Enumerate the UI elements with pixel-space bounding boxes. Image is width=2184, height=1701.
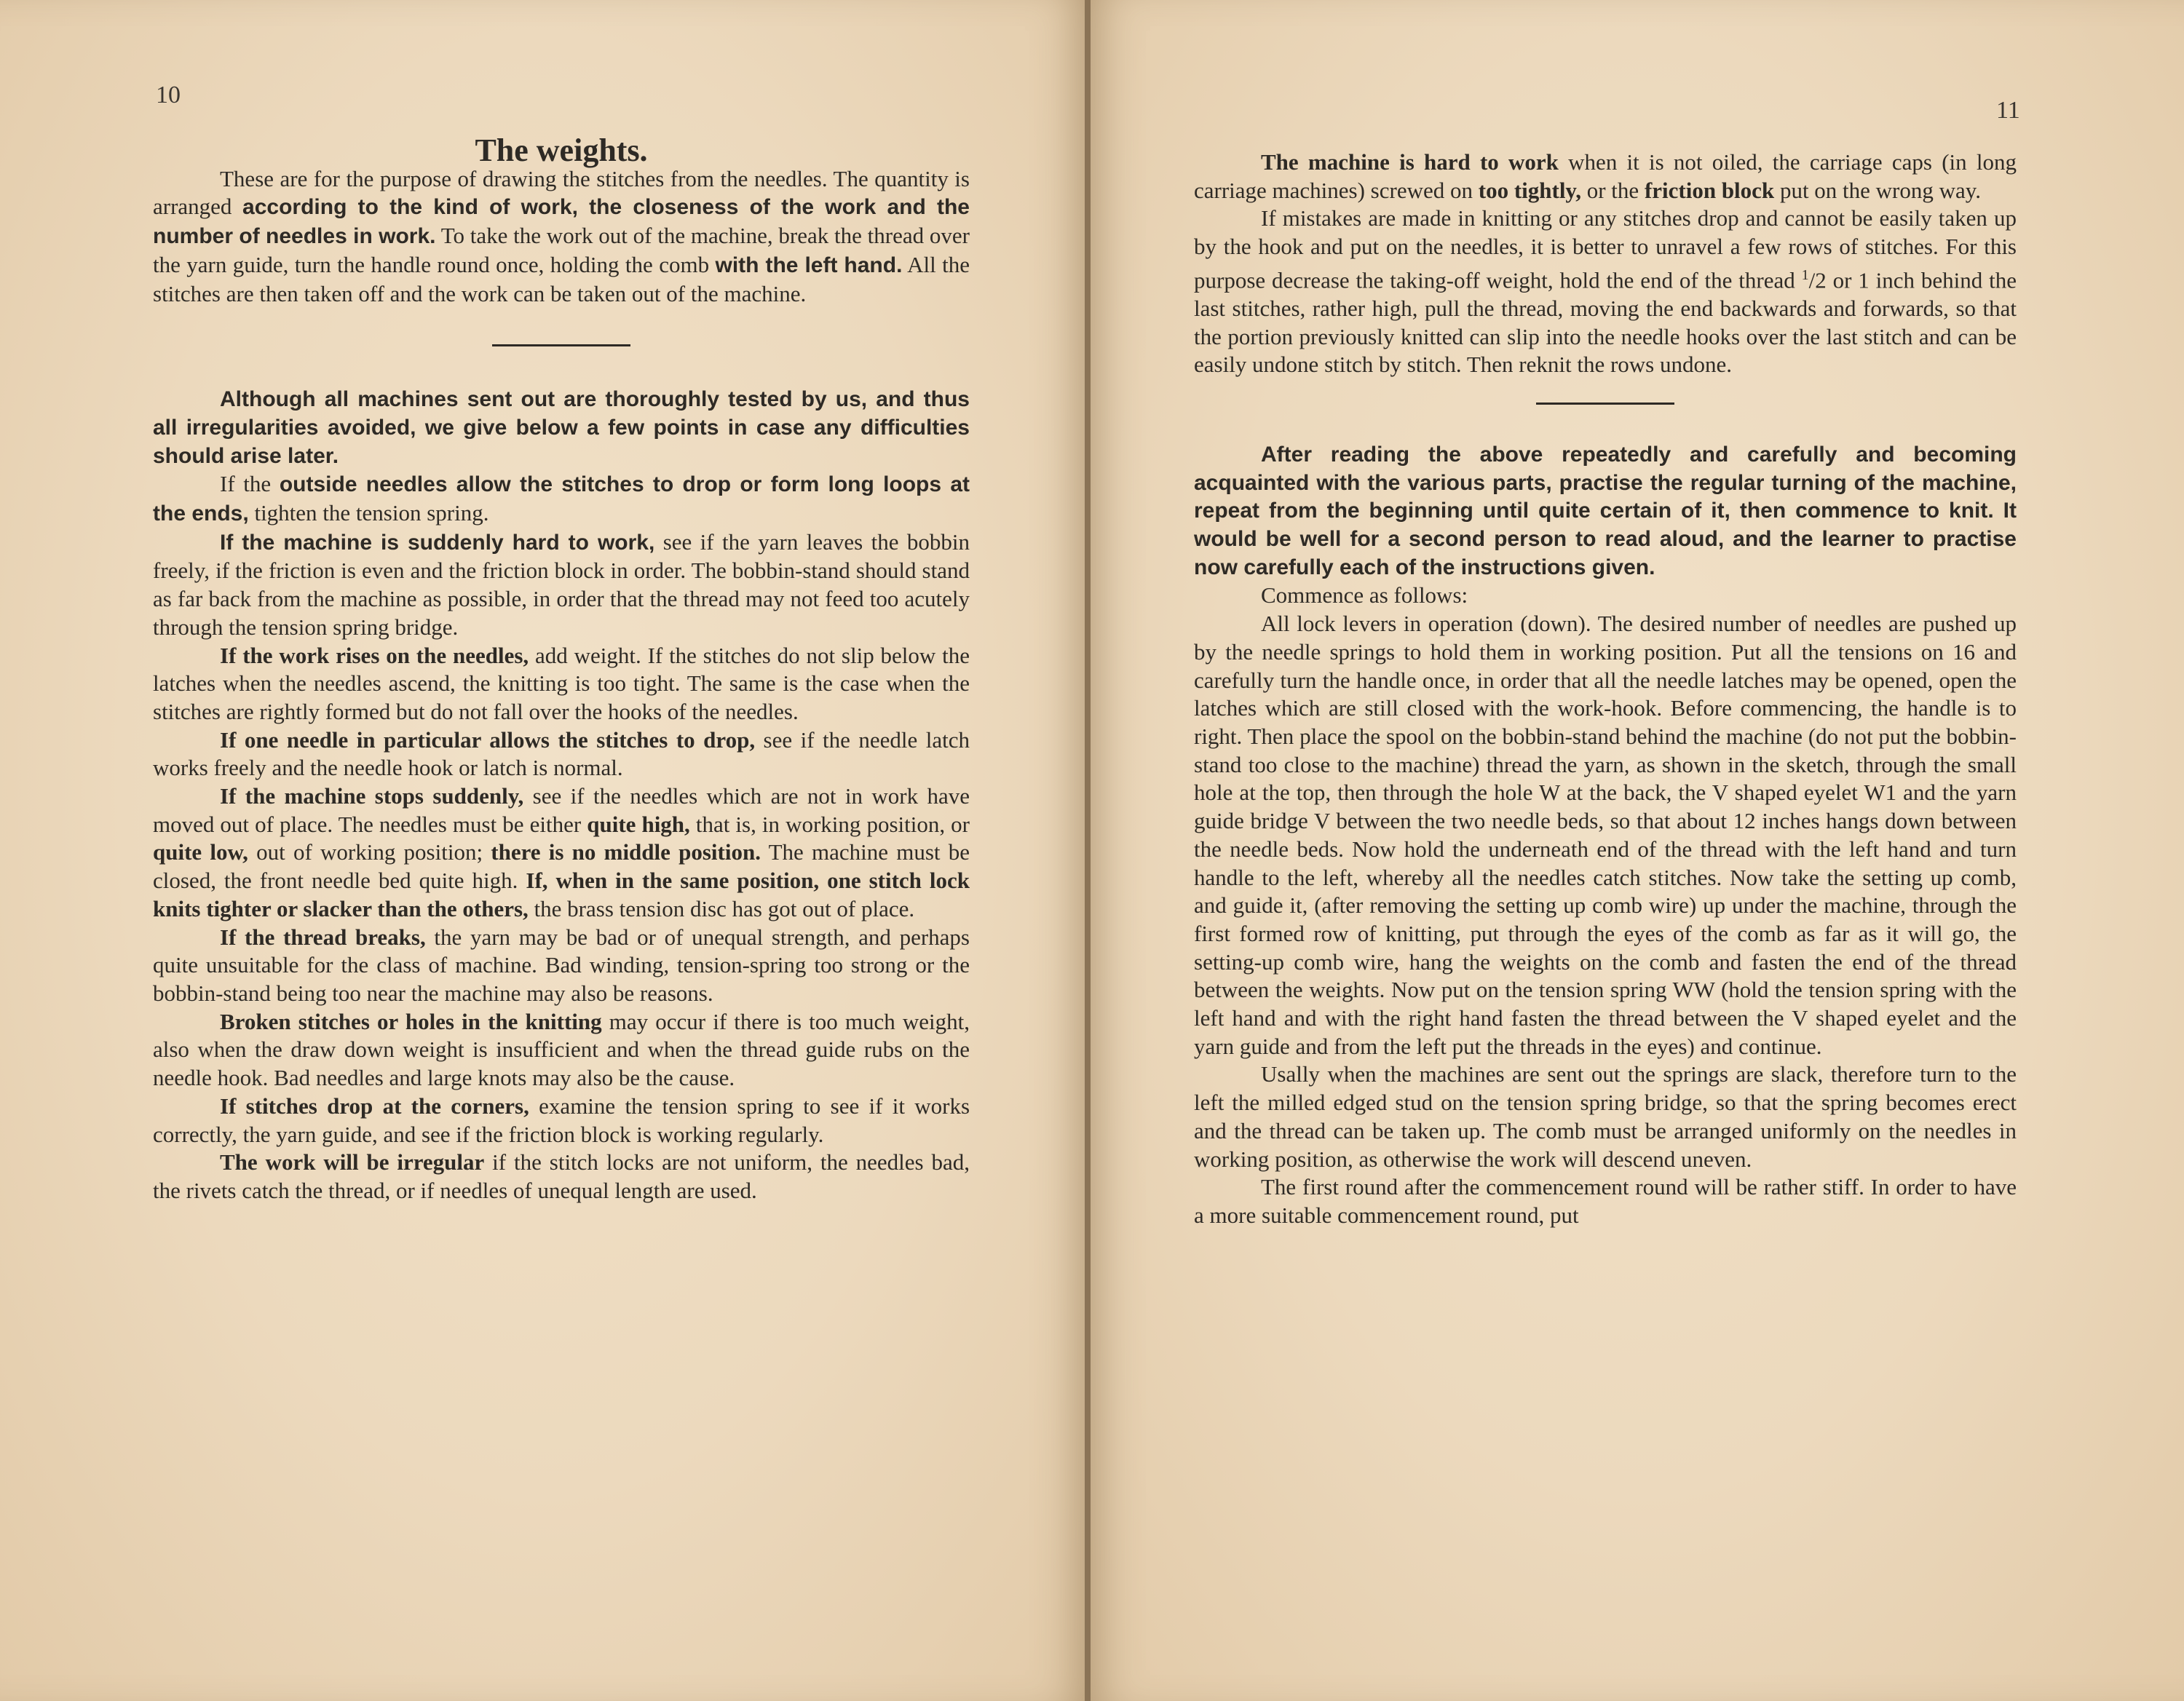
- work-irregular-paragraph: The work will be irregular if the stitch locks are not uniform, the needles bad, the rivets catch the thread, or if needles of unequal length are used.: [153, 1149, 970, 1203]
- book-gutter: [1085, 0, 1091, 1701]
- after-reading-bold-paragraph: After reading the above repeatedly and carefully and becoming acquainted with the various parts, practise the regular turning of the machine, repeat from the beginning until quite certain of it, then commence to knit. It would be well for a second person to read aloud, and the learner to practise now carefully each of the instructions given.: [1194, 442, 2017, 579]
- left-page: [0, 0, 1085, 1701]
- drop-at-corners-paragraph: If stitches drop at the corners, examine the tension spring to see if it works correctly, the yarn guide, and see if the friction block is working regularly.: [153, 1093, 970, 1147]
- thread-breaks-paragraph: If the thread breaks, the yarn may be bad or of unequal strength, and perhaps quite unsuitable for the class of machine. Bad winding, tension-spring too strong or the bobbin-stand being too near the machine may also be reasons.: [153, 924, 970, 1006]
- usally-paragraph: Usally when the machines are sent out the springs are slack, therefore turn to the left the milled edged stud on the tension spring bridge, so that the spring becomes erect and the thread can be taken up. The comb must be arranged uniformly on the needles in working position, as otherwise the work will descend uneven.: [1194, 1061, 2017, 1172]
- right-text-column: [1194, 148, 2017, 1230]
- weights-paragraph: These are for the purpose of drawing the stitches from the needles. The quantity is arranged according to the kind of work, the closeness of the work and the number of needles in work. To take the work out of the machine, break the thread over the yarn guide, turn the handle round once, holding the comb with the left hand. All the stitches are then taken off and the work can be taken out of the machine.: [153, 165, 970, 306]
- commence-line: Commence as follows:: [1261, 582, 1468, 608]
- page-number-left: 10: [156, 82, 181, 108]
- section-divider-right: [1536, 403, 1674, 405]
- section-divider: [492, 344, 630, 346]
- left-text-column: [153, 132, 970, 1205]
- hard-to-work-oiled-paragraph: The machine is hard to work when it is not oiled, the carriage caps (in long carriage machines) screwed on too tightly, or the friction block put on the wrong way.: [1194, 149, 2017, 203]
- lock-levers-paragraph: All lock levers in operation (down). The desired number of needles are pushed up by the needle springs to hold them in working position. Put all the tensions on 16 and carefully turn the handle once, in order that all the needle latches may be opened, open the latches which are still closed with the work-hook. Before commencing, the handle is to right. Then place the spool on the bobbin-stand behind the machine (do not put the bobbin-stand too close to the machine) thread the yarn, as shown in the sketch, through the small hole at the top, then through the hole W at the back, the V shaped eyelet W1 and the yarn guide bridge V between the two needle beds, so that about 12 inches hangs down between the needle beds. Now hold the underneath end of the thread with the left hand and turn handle to the left, whereby all the needles catch stitches. Now take the setting up comb, and guide it, (after removing the setting up comb wire) up under the machine, through the first formed row of knitting, put through the eyes of the comb as far as it will go, the setting-up comb wire, hang the weights on the comb and fasten the end of the thread between the weights. Now put on the tension spring WW (hold the tension spring with the left hand and with the right hand fasten the thread between the V shaped eyelet and the yarn guide and from the left put the threads in the eyes) and continue.: [1194, 611, 2017, 1059]
- page-number-right: 11: [1996, 97, 2020, 124]
- broken-stitches-paragraph: Broken stitches or holes in the knitting may occur if there is too much weight, also when the draw down weight is insufficient and when the thread guide rubs on the needle hook. Bad needles and large knots may also be the cause.: [153, 1008, 970, 1091]
- right-page: [1091, 0, 2184, 1701]
- section-heading-weights: The weights.: [475, 132, 648, 168]
- first-round-paragraph: The first round after the commencement round will be rather stiff. In order to have a more suitable commencement round, put: [1194, 1174, 2017, 1228]
- outside-needles-paragraph: If the outside needles allow the stitches to drop or form long loops at the ends, tighten the tension spring.: [153, 471, 970, 526]
- work-rises-paragraph: If the work rises on the needles, add weight. If the stitches do not slip below the latches when the needles ascend, the knitting is too tight. The same is the case when the stitches are rightly formed but do not fall over the hooks of the needles.: [153, 642, 970, 724]
- mistakes-paragraph: If mistakes are made in knitting or any stitches drop and cannot be easily taken up by the hook and put on the needles, it is better to unravel a few rows of stitches. For this purpose decrease the taking-off weight, hold the end of the thread $^1$/2 or 1 inch behind the last stitches, rather high, pull the thread, moving the end backwards and forwards, so that the portion previously knitted can slip into the needle hooks over the last stitch and can be easily undone stitch by stitch. Then reknit the rows undone.: [1194, 205, 2017, 378]
- machine-stops-paragraph: If the machine stops suddenly, see if the needles which are not in work have moved out of place. The needles must be either quite high, that is, in working position, or quite low, out of working position; there is no middle position. The machine must be closed, the front needle bed quite high. If, when in the same position, one stitch lock knits tighter or slacker than the others, the brass tension disc has got out of place.: [153, 783, 970, 921]
- hard-to-work-paragraph: If the machine is suddenly hard to work, see if the yarn leaves the bobbin freely, if the friction is even and the friction block in order. The bobbin-stand should stand as far back from the machine as possible, in order that the thread may not feed too acutely through the tension spring bridge.: [153, 528, 970, 640]
- intro-bold-paragraph: Although all machines sent out are thoroughly tested by us, and thus all irregularities avoided, we give below a few points in case any difficulties should arise later.: [153, 387, 970, 468]
- one-needle-paragraph: If one needle in particular allows the stitches to drop, see if the needle latch works freely and the needle hook or latch is normal.: [153, 726, 970, 781]
